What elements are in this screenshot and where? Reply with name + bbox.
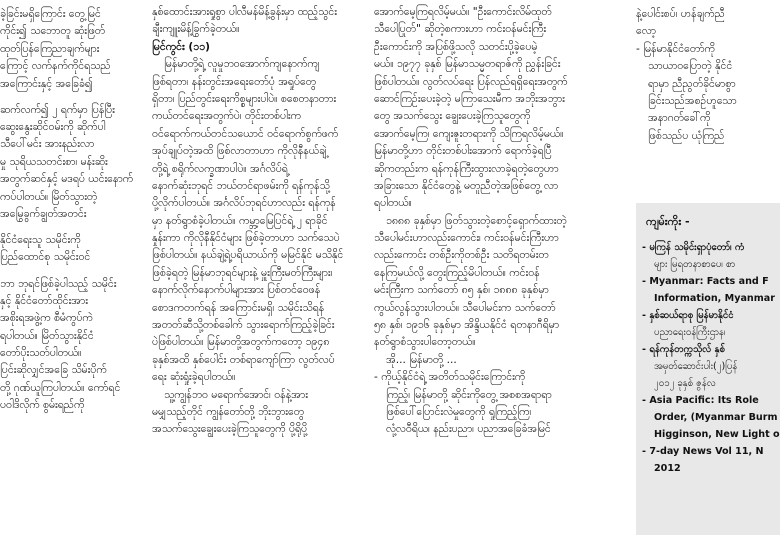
text-line: ရပါတယ်။ မြိတ်သွားနိုင်ငံ — [0, 329, 94, 342]
text-line: နောက်လိုက်နောက်ပါများအား ပြစ်တင်ဝေဖန် — [152, 284, 321, 297]
text-line: ကိုင်း၍ သဘောတူ ဆုံးဖြတ် — [0, 25, 106, 38]
reference-line: - Asia Pacific: Its Role — [642, 395, 759, 406]
text-line: ရာမှာ ညီညွတ်ခိုင်မာစွာ — [648, 77, 736, 90]
text-line: အနာဂတ်ခေါ်ကို — [648, 112, 711, 125]
references-title: ကျမ်းကိုး - — [646, 215, 690, 228]
text-line: တော်ပိုးသတ်ပါတယ်။ — [0, 347, 82, 360]
text-line: - ကိုယ့်နိုင်ငံရဲ့ အတိတ်သမိုင်းကြောင်းကို — [374, 371, 526, 384]
text-line: လည်းကောင်း တစ်ဦးကိုတစ်ဦး သတိရတမ်းတ — [374, 249, 549, 262]
text-line: တို့ ဂုဏ်ယူကြပါတယ်။ ကော်ရင် — [0, 381, 121, 394]
text-line: ခဲ့ခြင်းမရှိကြောင်း တွေ့မြင် — [0, 8, 101, 20]
reference-line: Information, Myanmar — [654, 293, 775, 304]
reference-line: - Myanmar: Facts and F — [642, 276, 769, 287]
text-line: ရှိတာ၊ ပြည်တွင်းရေးကိစ္စများပါပဲ။ စစေတနာတား — [152, 92, 337, 105]
text-line: အုပ်ချုပ်တဲ့အထိ ဖြစ်လာတာဟာ ကိုလိုနီနယ်ချဲ့ — [152, 145, 327, 158]
text-line: မြန်မာတို့ရဲ့ လူမှုဘဝအောက်ကျနောက်ကျ — [164, 58, 320, 71]
text-line: အတတ်ဆီသို့တစ်ခေါက် သွားရောက်ကြည့်ခဲ့ခြင်း — [152, 319, 335, 332]
text-line: မြင်ကွင်း (၁၁) — [152, 40, 210, 53]
text-line: ထုတ်ပြန်ကြေညာချက်များ — [0, 42, 100, 55]
text-line: ပြင်းဆိုလျှင်အခြေ သိမ်းပိုက် — [0, 364, 107, 377]
reference-line: အမှတ်ဆောင်းပါး(၂)ပြန် — [654, 361, 738, 372]
text-line: ကပ်ပါတယ်။ မြိတ်သွားတဲ့ — [0, 190, 98, 203]
reference-line: 2012 — [654, 463, 681, 474]
references-box — [636, 203, 780, 535]
text-line — [0, 267, 144, 276]
text-line: ၅၈ နှစ်၊ ၁၉၁၆ ခုနှစ်မှာ အိန္ဒိယနိုင်ငံ ရတနာဂီရိမှာ — [374, 319, 560, 332]
reference-line: - မကြန် သမိုင်းရှာပုံတော်၊ ကံ — [642, 242, 745, 253]
text-line: ချီးကျူးမိန့်ခြွက်ခဲ့တယ်။ — [152, 23, 240, 36]
text-line: နှစ်ထောင်းအားရှုစွာ ပါလီမန်မိန့်ခွန်းမှာ ထည့်သွင်း — [152, 6, 337, 18]
text-line: ပဲဖြစ်ပါတယ်။ မြန်မာတို့အတွက်ကတော့ ၁၉၄၈ — [152, 336, 330, 349]
text-line: နဲ့ပေါင်းစပ်၊ ဟန်ချက်ညီ — [636, 8, 725, 20]
article-column-3 — [374, 0, 624, 535]
text-line: ဖြစ်ရတာ၊ နန်းတွင်းအရေးတော်ပုံ အရှုပ်တွေ — [152, 75, 317, 88]
article-column-4 — [636, 0, 780, 535]
text-line: မှု သုရိယသတင်းစာ၊ မန်းဆိုး — [0, 155, 108, 168]
text-line: တွေ အသက်သွေး ချွေးပေးခဲ့ကြသူတွေကို — [374, 110, 531, 123]
text-line: ဖြစ်ပေါ်ပြောင်းလဲမှုတွေကို ရှုကြည့်ကြ၊ — [386, 405, 532, 418]
text-line: လုံ့လဝီရိယ၊ နည်းပညာ၊ ပညာအခြေခံအမြင် — [386, 423, 551, 436]
text-line: သူ့ကျွန်ဘဝ မရောက်အောင်၊ ဝန်နဲ့အား — [164, 388, 308, 401]
text-line: ရပါတယ်။ — [374, 197, 412, 210]
text-line: ပြည်ထောင်စု သမိုင်းဝင် — [0, 251, 91, 264]
text-line: နှင့် နိုင်ငံတော်ထိုင်းအား — [0, 294, 88, 307]
text-line: အခြားသော နိုင်ငံတွေနဲ့ မတူညီတဲ့အဖြစ်တွေ့ လာ — [374, 179, 559, 192]
reference-line: - ရန်ကုန်တက္ကသိုလ် နှစ် — [642, 344, 725, 355]
reference-line: Higginson, New Light o — [654, 429, 780, 440]
text-line: တို့ရဲ့ စရိုက်လက္ခဏာပါပဲ။ အင်္ဂလိပ်ရဲ့ — [152, 162, 288, 175]
text-line: ဦးကောင်းကို အပြစ်ဖို့သလို သတင်းပို့ခဲ့ပေမဲ့ — [374, 40, 538, 53]
text-line: ရေး ဆုံးရှုံးခဲ့ရပါတယ်။ — [152, 371, 236, 384]
text-line: နိုင်ငံရေးသူ သမိုင်းကို — [0, 234, 81, 247]
text-line: မှာ နတ်ရွာစံခဲ့ပါတယ်။ ကမ္ဘာ့မြေပြင်ရဲ့ ၂ ရာခိုင် — [152, 214, 328, 227]
text-line: ပဝါဒိလိုက် စွမ်းရည်ကို — [0, 399, 85, 412]
column-1-text — [0, 6, 144, 415]
text-line: အသက်သွေးချွေးပေးခဲ့ကြသူတွေကို ပို့ရိုပို့ — [152, 423, 308, 436]
text-line: ဝင်ရောက်ကယ်တင်သယောင် ဝင်ရောက်စွက်ဖက် — [152, 127, 339, 140]
reference-line: များ မြရတနာစာပေ၊ စာ — [654, 259, 736, 270]
text-line: ခုနှစ်အထိ နှစ်ပေါင်း တစ်ရာကျော်ကြာ လွတ်လပ် — [152, 353, 335, 366]
text-line: မမျှသည့်တိုင် ကျွန်တော်တို့ ဘိုးဘွားတွေ — [152, 405, 305, 418]
reference-line: ၂၀၁၂ ခုနှစ် ဇွန်လ — [654, 378, 716, 389]
text-line: - မြန်မာနိုင်ငံတော်ကို — [636, 42, 715, 55]
text-line: လော့ — [636, 25, 657, 38]
article-column-2 — [152, 0, 360, 535]
references-list — [636, 239, 780, 477]
text-line: မယ်။ ၁၉၇၇ ခုနှစ် မြန်မာသမ္မတရာဇ်ကို ညွှန်းခြင်း — [374, 58, 561, 71]
reference-line: - 7-day News Vol 11, N — [642, 446, 764, 457]
text-line: သီပေါပြုတ်" ဆိုတဲ့စကားဟာ ကင်းဝန်မင်းကြီး — [374, 23, 547, 36]
text-line: အို... မြန်မာတို့ ... — [386, 353, 457, 366]
reference-line: ပညာရေးဝန်ကြီးဌာန၊ — [654, 327, 726, 338]
text-line: ဖြစ်ပါတယ်။ နယ်ချဲ့ရဲ့ပရိယာယ်ကို မမြင်နိုင် မသိနိုင် — [152, 249, 344, 262]
column-2-text — [152, 4, 360, 439]
text-line: ဖြစ်သည်ပ ယုံကြည် — [648, 129, 725, 142]
text-line: သာယာဝပြောတဲ့ နိုင်ငံ — [648, 60, 733, 73]
text-line: အစိုးရအဖွဲ့က စီမံကွပ်ကဲ — [0, 312, 93, 325]
text-line: ဖြစ်ပါတယ်။ လွတ်လပ်ရေး ပြန်လည်ရရှိရေးအတွက် — [374, 75, 568, 88]
article-column-1 — [0, 0, 144, 535]
text-line: ဘာ ဘုရင်ဖြစ်ခဲ့ပါသည့် သမိုင်း — [0, 277, 117, 290]
text-line: မင်းကြီးက သက်တော် ၈၅ နှစ်၊ ၁၈၈၈ ခုနှစ်မှာ — [374, 284, 549, 297]
text-line — [0, 93, 144, 102]
text-line: ကြောင့် လက်နက်ကိုင်ရသည် — [0, 60, 111, 73]
text-line: ပို့လိုက်ပါတယ်။ အင်္ဂလိပ်ဘုရင်ဟာလည်း ရန်ကုန် — [152, 197, 336, 210]
text-line: စောဒကတက်ရန် အကြောင်းမရှိ၊ သမိုင်းသိရန် — [152, 301, 325, 314]
text-line: ခြင်းသည်အစဉ်ဟူသော — [648, 94, 737, 107]
text-line: ဆိုကတည်းက ရန်ကုန်ကြီးထွားလာခဲ့ရတဲ့တွေဟာ — [374, 162, 559, 175]
reference-line: Order, (Myanmar Burm — [654, 412, 778, 423]
text-line: အကြောင်းနှင့် အခြေခံ၍ — [0, 77, 93, 90]
column-3-text — [374, 4, 624, 439]
text-line: ဆွေးနွေးဆိုင်ဝမ်းကို ဆိုက်ပါ — [0, 121, 106, 134]
text-line: ဆက်လက်၍ ၂ ရက်မှာ ပြန်ပြီး — [0, 103, 115, 116]
text-line: နောက်ဆုံးဘုရင် ဘယ်တင်ရာဖမ်းကို ရန်ကုန်သို့ — [152, 179, 330, 192]
text-line: အောက်မေ့ကြ၊ ကျေးဇူးတရားကို သိကြရလိမ့်မယ်။ — [374, 127, 564, 140]
text-line: မြန်မာတို့ဟာ တိုင်းတစ်ပါးအောက် ရောက်ခဲ့ရပြီ — [374, 145, 552, 158]
text-line: ၁၈၈၈ ခုနှစ်မှာ ဖြတ်သွားတဲ့စောင့်ရှောက်ထားတဲ့ — [386, 214, 567, 227]
text-line: အတွက်ဆင်နှင့် မဒရပ် ယင်းနောက် — [0, 173, 134, 186]
text-line: သီပေါမင်းဟာလည်းကောင်း၊ ကင်းဝန်မင်းကြီးဟာ — [374, 232, 559, 245]
text-line: ဖြစ်ခဲ့ရတဲ့ မြန်မာဘုရင်များနဲ့ မှူးကြီးမတ်ကြီးများ၊ — [152, 266, 333, 279]
text-line: သီပေါ်မင်း အားနည်းလာ — [0, 138, 95, 151]
text-line — [0, 223, 144, 232]
text-line: ကြည့်၊ မြန်မာတို့ ဆိုင်းကိုတွေ့ အစစအရာရာ — [386, 388, 552, 401]
text-line: ကယ်တင်ရေးအတွက်ပဲ၊ တိုင်းတစ်ပါးက — [152, 110, 301, 123]
text-line: အမြွေခွက်ချွတ်အတင်း — [0, 207, 87, 220]
text-line: ဆောင်ကြဉ်းပေးခဲ့တဲ့ မကြာသေးမီက အဘိုးအဘွား — [374, 92, 565, 105]
column-4-text — [636, 6, 780, 145]
text-line: အောက်မေ့ကြရလိမ့်မယ်။ "ဦးကောင်းလိမ်ထုတ် — [374, 6, 552, 18]
text-line: နှုန်းကာ ကိုလိုနီနိုင်ငံများ ဖြစ်ခဲ့တာဟာ သက်သေပဲ — [152, 232, 340, 245]
reference-line: - နှစ်ဆယ်ရာစု မြန်မာနိုင်ငံ — [642, 310, 734, 321]
text-line: ကွယ်လွန်သွားပါတယ်။ သီပေါမင်းက သက်တော် — [374, 301, 556, 314]
text-line: နတ်ရွာစံသွားပါတော့တယ်။ — [374, 336, 476, 349]
text-line: နေကြမယ်လို့ တွေးကြည့်မိပါတယ်။ ကင်းဝန် — [374, 266, 540, 279]
